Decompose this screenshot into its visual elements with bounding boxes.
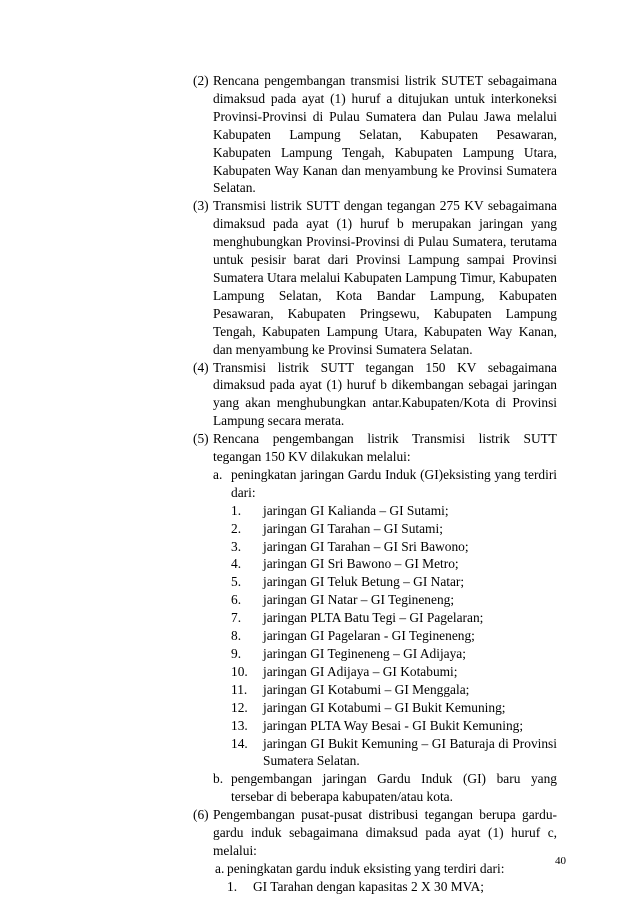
list-item <box>231 591 557 609</box>
paragraph-number: (2) <box>193 73 209 88</box>
paragraph-number: (3) <box>193 198 209 214</box>
subitem-text: peningkatan jaringan Gardu Induk (GI)eksisting yang terdiri dari: <box>231 466 557 500</box>
list-item <box>227 878 557 896</box>
list-item <box>231 555 557 573</box>
list-number: 7. <box>231 610 242 626</box>
list-number: 13. <box>231 717 248 733</box>
list-text: jaringan PLTA Way Besai - GI Bukit Kemuning; <box>263 717 524 733</box>
list-number: 12. <box>231 699 248 715</box>
list-number: 14. <box>231 735 248 751</box>
list-item <box>231 645 557 663</box>
list-text: jaringan GI Adijaya – GI Kotabumi; <box>263 663 458 679</box>
list-number: 9. <box>231 646 242 661</box>
list-number: 3. <box>231 538 242 554</box>
list-number: 5. <box>231 574 242 590</box>
subitem-6a <box>215 860 557 878</box>
paragraph-4 <box>193 359 557 431</box>
list-text: jaringan GI Kotabumi – GI Menggala; <box>263 681 470 697</box>
paragraph-text: Transmisi listrik SUTT tegangan 150 KV sebagaimana dimaksud pada ayat (1) huruf b dikembangan sebagai jaringan yang akan menghubungkan antar.Kabupaten/Kota di Provinsi Lampung secara merata. <box>213 359 557 429</box>
list-item <box>231 502 557 520</box>
paragraph-text: Pengembangan pusat-pusat distribusi tegangan berupa gardu-gardu induk sebagaimana dimaksud pada ayat (1) huruf c, melalui: <box>213 807 557 858</box>
subitem-5a <box>213 466 557 502</box>
list-text: jaringan GI Kotabumi – GI Bukit Kemuning; <box>263 699 506 715</box>
paragraph-number: (5) <box>193 431 209 447</box>
list-text: jaringan GI Kalianda – GI Sutami; <box>263 502 449 518</box>
list-text: jaringan GI Sri Bawono – GI Metro; <box>263 556 459 572</box>
list-text: jaringan GI Tarahan – GI Sri Bawono; <box>263 538 469 554</box>
paragraph-3 <box>193 197 557 358</box>
list-number: 10. <box>231 663 248 679</box>
page-number: 40 <box>555 855 566 867</box>
subitem-label: b. <box>213 771 224 787</box>
list-text: jaringan GI Natar – GI Tegineneng; <box>263 592 455 608</box>
list-item <box>231 573 557 591</box>
list-item <box>231 681 557 699</box>
list-number: 1. <box>231 502 242 518</box>
subitem-text: pengembangan jaringan Gardu Induk (GI) baru yang tersebar di beberapa kabupaten/atau kota. <box>231 771 557 805</box>
list-text: jaringan GI Tegineneng – GI Adijaya; <box>263 646 466 661</box>
substation-list <box>227 878 557 896</box>
subitem-label: a. <box>215 860 225 876</box>
list-number: 1. <box>227 878 238 894</box>
list-item <box>231 663 557 681</box>
list-text: jaringan GI Pagelaran - GI Tegineneng; <box>263 628 475 644</box>
list-number: 8. <box>231 628 242 644</box>
list-item <box>231 627 557 645</box>
list-text: jaringan GI Tarahan – GI Sutami; <box>263 520 443 536</box>
list-item <box>231 609 557 627</box>
list-number: 4. <box>231 556 242 572</box>
list-item <box>231 717 557 735</box>
subitem-5b <box>213 770 557 806</box>
subitem-text: peningkatan gardu induk eksisting yang terdiri dari: <box>227 860 505 876</box>
list-number: 6. <box>231 592 242 608</box>
list-text: jaringan PLTA Batu Tegi – GI Pagelaran; <box>263 610 484 626</box>
paragraph-text: Rencana pengembangan listrik Transmisi listrik SUTT tegangan 150 KV dilakukan melalui: <box>213 431 557 465</box>
list-number: 2. <box>231 520 242 536</box>
list-item <box>231 520 557 538</box>
list-text: GI Tarahan dengan kapasitas 2 X 30 MVA; <box>253 878 484 894</box>
list-item <box>231 699 557 717</box>
paragraph-2 <box>193 72 557 197</box>
paragraph-6 <box>193 806 557 860</box>
paragraph-5 <box>193 430 557 466</box>
list-item <box>231 735 557 771</box>
document-body <box>193 72 557 896</box>
paragraph-number: (4) <box>193 359 209 375</box>
paragraph-number: (6) <box>193 807 209 823</box>
paragraph-text: Rencana pengembangan transmisi listrik SUTET sebagaimana dimaksud pada ayat (1) huruf a ditujukan untuk interkoneksi Provinsi-Provinsi di Pulau Sumatera dan Pulau Jawa melalui Kabupaten Lampung Selatan, Kabupaten Pesawaran, Kabupaten Lampung Tengah, Kabupaten Lampung Utara, Kabupaten Way Kanan dan menyambung ke Provinsi Sumatera Selatan. <box>213 73 557 196</box>
list-text: jaringan GI Bukit Kemuning – GI Baturaja di Provinsi Sumatera Selatan. <box>263 735 557 769</box>
subitem-label: a. <box>213 466 223 482</box>
list-number: 11. <box>231 681 248 697</box>
list-item <box>231 538 557 556</box>
list-text: jaringan GI Teluk Betung – GI Natar; <box>263 574 465 590</box>
gi-network-list <box>231 502 557 771</box>
paragraph-text: Transmisi listrik SUTT dengan tegangan 275 KV sebagaimana dimaksud pada ayat (1) huruf b merupakan jaringan yang menghubungkan Provinsi-Provinsi di Pulau Sumatera, terutama untuk pesisir barat dari Provinsi Lampung sampai Provinsi Sumatera Utara melalui Kabupaten Lampung Timur, Kabupaten Lampung Selatan, Kota Bandar Lampung, Kabupaten Pesawaran, Kabupaten Pringsewu, Kabupaten Lampung Tengah, Kabupaten Lampung Utara, Kabupaten Way Kanan, dan menyambung ke Provinsi Sumatera Selatan. <box>213 198 557 357</box>
